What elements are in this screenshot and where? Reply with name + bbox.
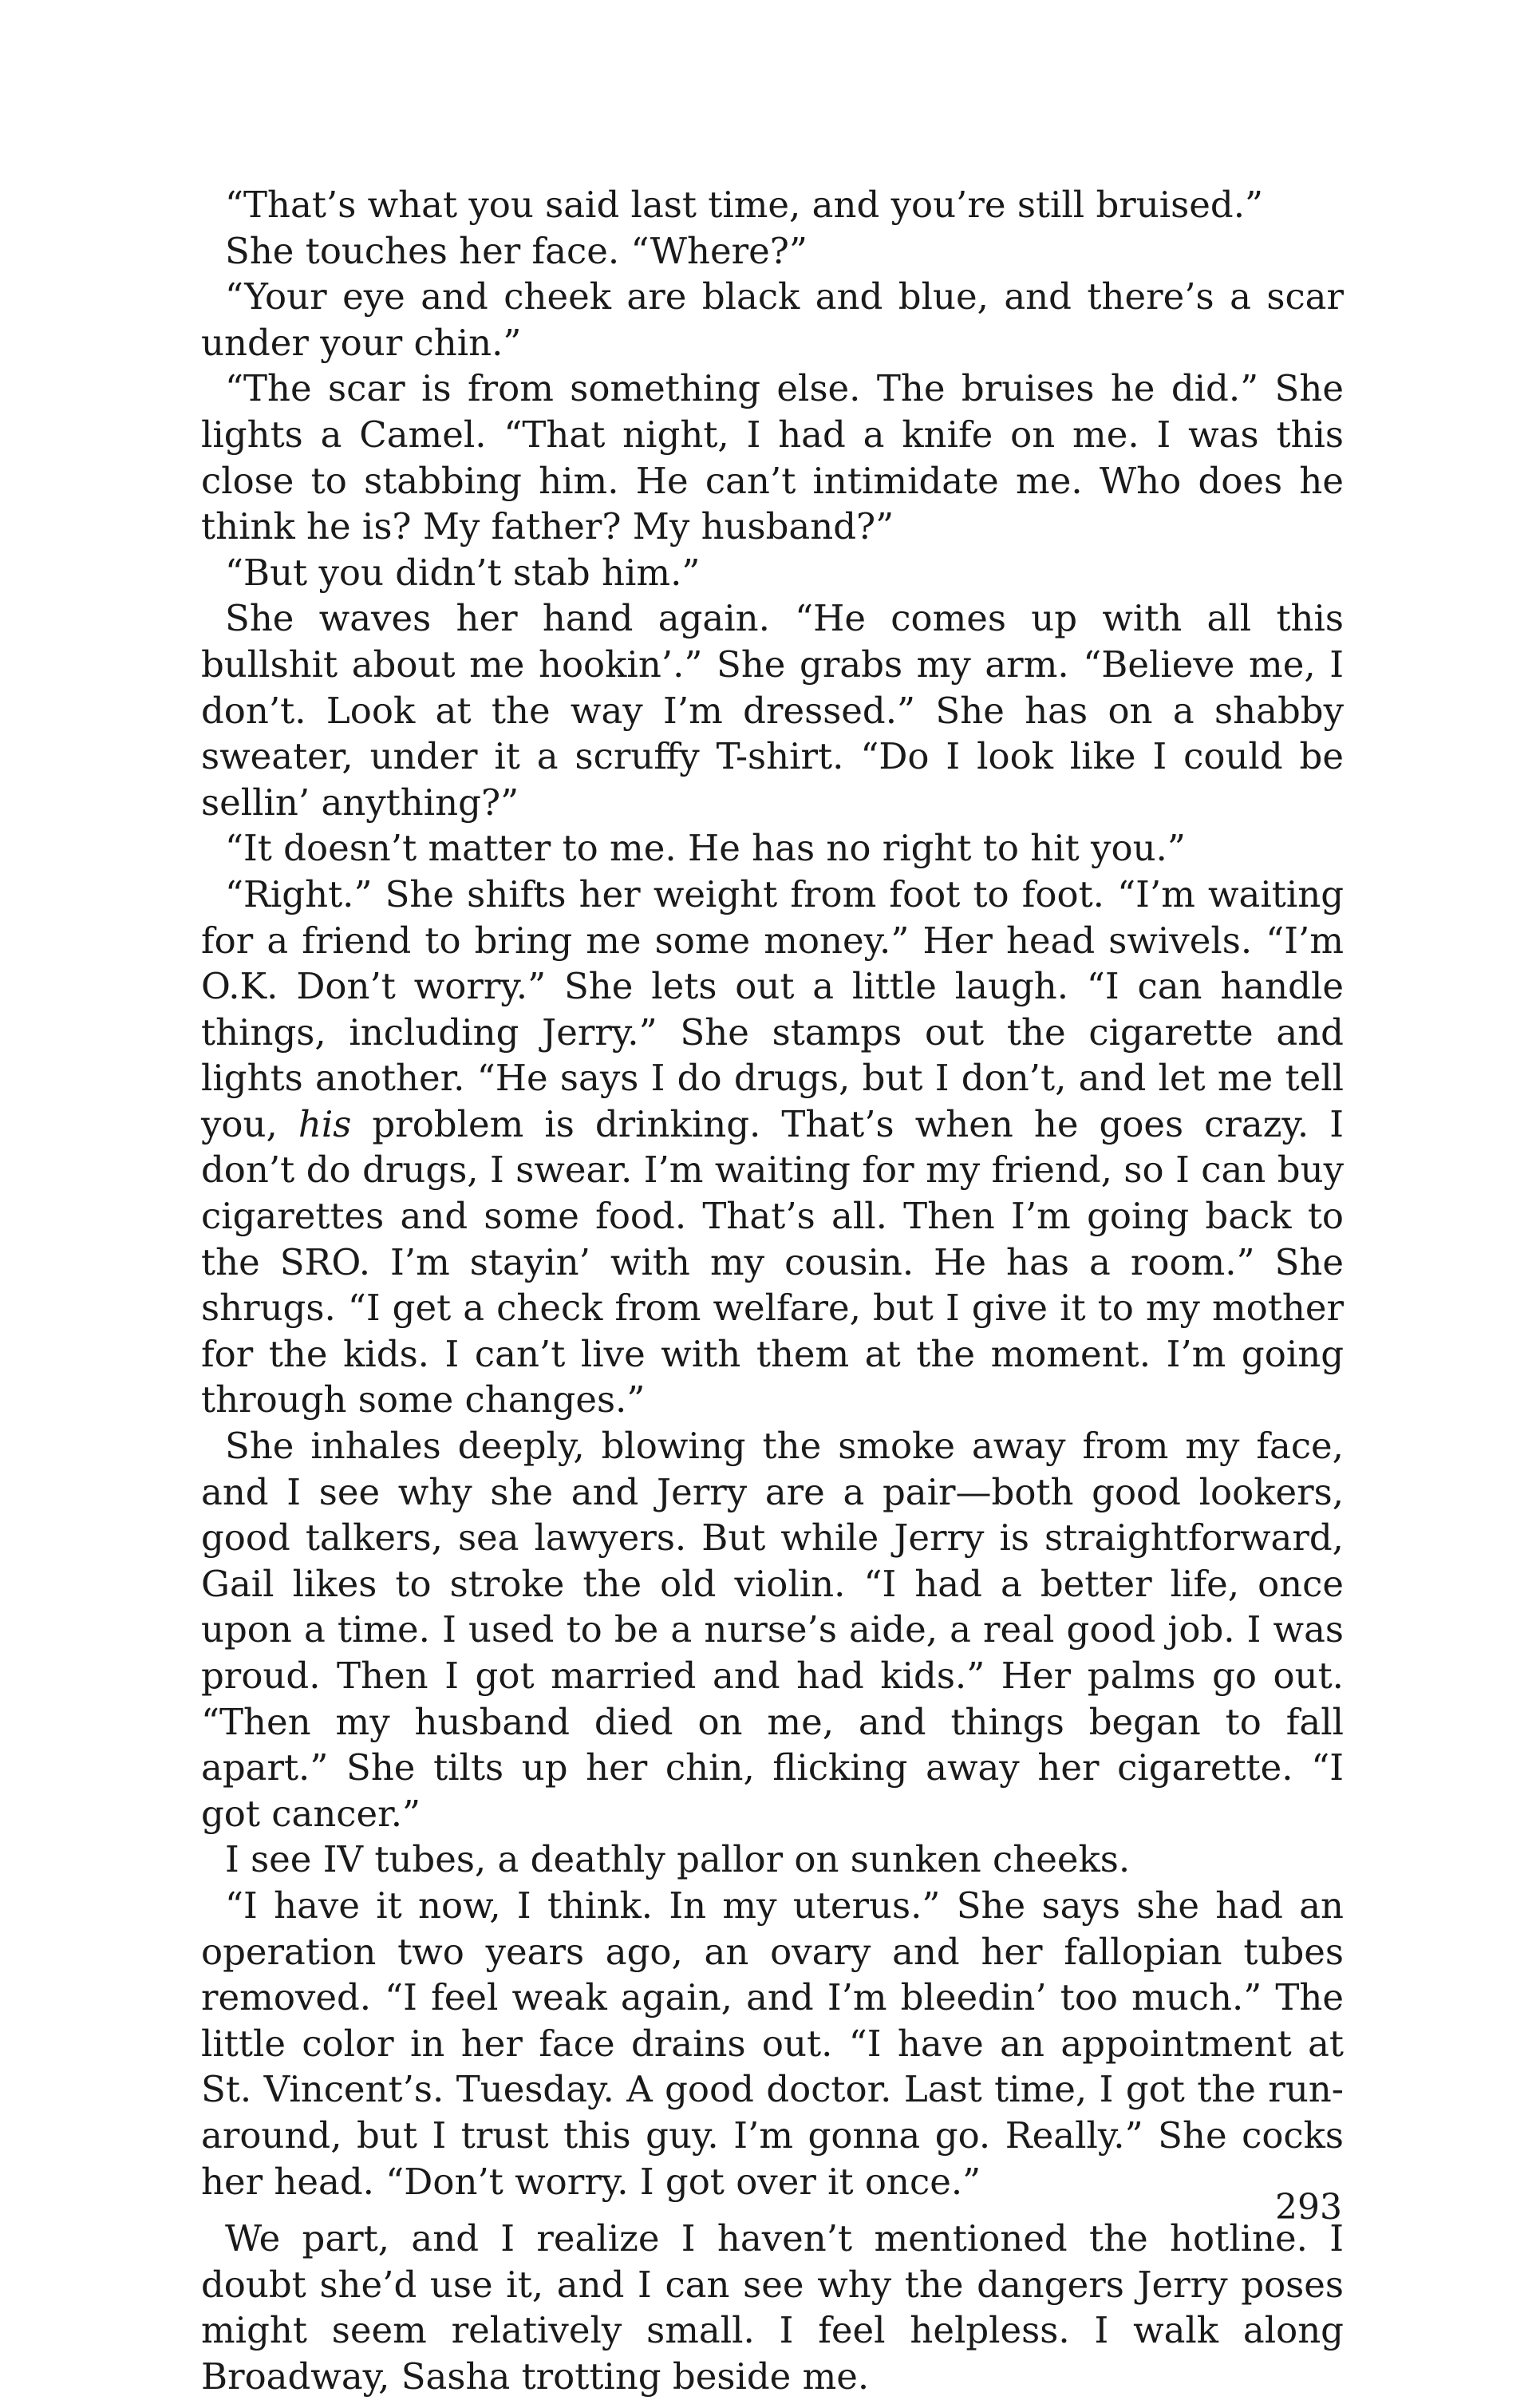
paragraph-8: “Right.” She shifts her weight from foot to foot. “I’m waiting for a friend to bring me some money.” Her head swivels. “I’m O.K. Don’t worry.” She lets out a little laugh. “I can handle things, including Jerry.” She stamps out the cigarette and lights another. “He says I do drugs, but I don’t, and let me tell you, his problem is drinking. That’s when he goes crazy. I don’t do drugs, I swear. I’m waiting for my friend, so I can buy cigarettes and some food. That’s all. Then I’m going back to the SRO. I’m stayin’ with my cousin. He has a room.” She shrugs. “I get a check from welfare, but I give it to my mother for the kids. I can’t live with them at the moment. I’m going through some changes.”	[201, 872, 1345, 1421]
emphasis-his: his	[298, 1102, 352, 1145]
paragraph-2: She touches her face. “Where?”	[225, 229, 808, 272]
paragraph-4: “The scar is from something else. The bruises he did.” She lights a Camel. “That night, I had a knife on me. I was this close to stabbing him. He can’t intimidate me. Who does he think he is? My father? My husband?”	[201, 367, 1344, 548]
paragraph-3: “Your eye and cheek are black and blue, and there’s a scar under your chin.”	[201, 275, 1344, 364]
paragraph-7: “It doesn’t matter to me. He has no right to hit you.”	[225, 827, 1186, 870]
paragraph-6: She waves her hand again. “He comes up with all this bullshit about me hookin’.” She grabs my arm. “Believe me, I don’t. Look at the way I’m dressed.” She has on a shabby sweater, under it a scruffy T-shirt. “Do I look like I could be sellin’ anything?”	[201, 597, 1344, 824]
paragraph-11: “I have it now, I think. In my uterus.” She says she had an operation two years ago, an ovary and her fallopian tubes removed. “I feel weak again, and I’m bleedin’ too much.” The little color in her face drains out. “I have an appointment at St. Vincent’s. Tuesday. A good doctor. Last time, I got the run-around, but I trust this guy. I’m gonna go. Really.” She cocks her head. “Don’t worry. I got over it once.”	[201, 1884, 1344, 2203]
paragraph-5: “But you didn’t stab him.”	[225, 551, 701, 594]
body-text	[201, 182, 1344, 2400]
paragraph-10: I see IV tubes, a deathly pallor on sunken cheeks.	[225, 1838, 1131, 1881]
paragraph-1: “That’s what you said last time, and you’re still bruised.”	[225, 184, 1264, 226]
paragraph-9: She inhales deeply, blowing the smoke away from my face, and I see why she and Jerry are a pair—both good lookers, good talkers, sea lawyers. But while Jerry is straightforward, Gail likes to stroke the old violin. “I had a better life, once upon a time. I used to be a nurse’s aide, a real good job. I was proud. Then I got married and had kids.” Her palms go out. “Then my husband died on me, and things began to fall apart.” She tilts up her chin, flicking away her cigarette. “I got cancer.”	[201, 1425, 1344, 1835]
paragraph-12: We part, and I realize I haven’t mentioned the hotline. I doubt she’d use it, and I can see why the dangers Jerry poses might seem relatively small. I feel helpless. I walk along Broadway, Sasha trotting beside me.	[201, 2217, 1344, 2398]
page-number: 293	[1275, 2187, 1342, 2228]
